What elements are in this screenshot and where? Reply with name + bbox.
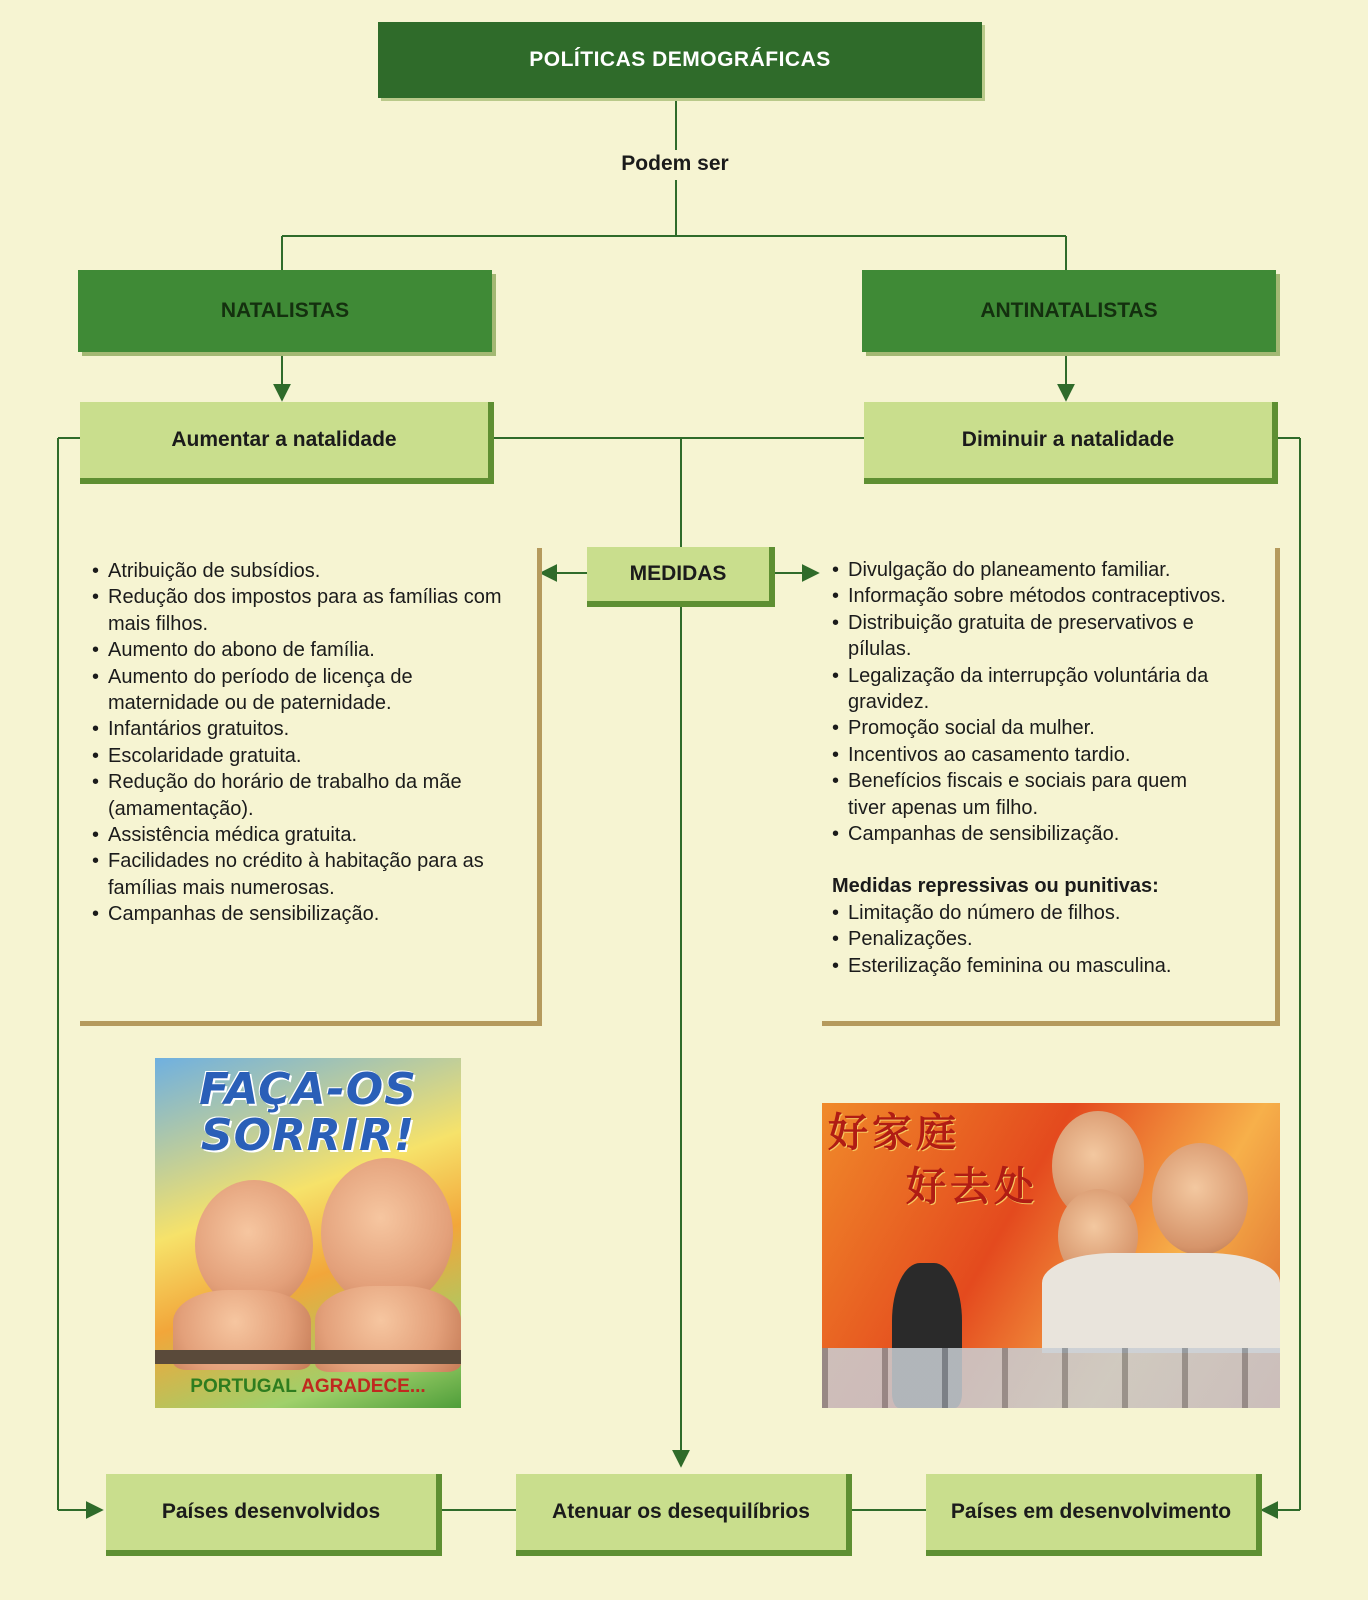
poster-chinese-line1: 好家庭 bbox=[828, 1109, 960, 1156]
antinatalistas-label: ANTINATALISTAS bbox=[980, 299, 1158, 322]
repressive-heading: Medidas repressivas ou punitivas: bbox=[832, 875, 1159, 898]
list-item: • Legalização da interrupção voluntária da gravidez. bbox=[832, 663, 1227, 716]
atenuar-desequilibrios-label: Atenuar os desequilíbrios bbox=[552, 1500, 810, 1523]
list-item: • Facilidades no crédito à habitação para as famílias mais numerosas. bbox=[92, 848, 515, 901]
list-item: • Redução dos impostos para as famílias com mais filhos. bbox=[92, 584, 515, 637]
natalist-poster bbox=[155, 1058, 461, 1408]
list-item: • Divulgação do planeamento familiar. bbox=[832, 557, 1227, 583]
list-item: • Atribuição de subsídios. bbox=[92, 558, 515, 584]
poster-footer-agradece: AGRADECE... bbox=[301, 1376, 426, 1397]
list-item: • Distribuição gratuita de preservativos e pílulas. bbox=[832, 610, 1227, 663]
poster-title-line1: FAÇA-OS bbox=[199, 1064, 417, 1115]
list-item: • Assistência médica gratuita. bbox=[92, 822, 515, 848]
poster-chinese-line2: 好去处 bbox=[906, 1163, 1038, 1210]
natalistas-box bbox=[78, 270, 492, 352]
mother-figure bbox=[1152, 1143, 1248, 1255]
aumentar-natalidade-box bbox=[80, 402, 494, 484]
repressive-measures-list bbox=[832, 900, 1227, 979]
list-item: • Aumento do abono de família. bbox=[92, 637, 515, 663]
paises-desenvolvidos-label: Países desenvolvidos bbox=[161, 1500, 381, 1523]
natalistas-label: NATALISTAS bbox=[220, 299, 350, 322]
list-item: • Promoção social da mulher. bbox=[832, 715, 1227, 741]
diminuir-natalidade-label: Diminuir a natalidade bbox=[961, 428, 1175, 451]
podem-ser-label: Podem ser bbox=[600, 152, 750, 176]
list-item: • Infantários gratuitos. bbox=[92, 716, 515, 742]
natalist-measures bbox=[92, 558, 515, 928]
poster-footer-portugal: PORTUGAL bbox=[190, 1376, 297, 1397]
antinatalistas-box bbox=[862, 270, 1276, 352]
diminuir-natalidade-box bbox=[864, 402, 1278, 484]
list-item: • Limitação do número de filhos. bbox=[832, 900, 1227, 926]
list-item: • Redução do horário de trabalho da mãe (amamentação). bbox=[92, 769, 515, 822]
list-item: • Incentivos ao casamento tardio. bbox=[832, 742, 1227, 768]
paises-desenvolvidos-box bbox=[106, 1474, 442, 1556]
medidas-box bbox=[587, 547, 775, 607]
list-item: • Benefícios fiscais e sociais para quem tiver apenas um filho. bbox=[832, 768, 1227, 821]
crib-rail bbox=[155, 1350, 461, 1364]
antinatalist-poster bbox=[822, 1103, 1280, 1408]
list-item: • Campanhas de sensibilização. bbox=[832, 821, 1227, 847]
page-title: POLÍTICAS DEMOGRÁFICAS bbox=[529, 48, 831, 71]
list-item: • Esterilização feminina ou masculina. bbox=[832, 953, 1227, 979]
aumentar-natalidade-label: Aumentar a natalidade bbox=[171, 428, 397, 451]
antinatalist-measures-list bbox=[832, 557, 1227, 847]
title-box bbox=[378, 22, 982, 98]
natalist-measures-list bbox=[92, 558, 515, 928]
fence-railing bbox=[822, 1348, 1280, 1408]
list-item: • Aumento do período de licença de maternidade ou de paternidade. bbox=[92, 664, 515, 717]
medidas-label: MEDIDAS bbox=[629, 562, 727, 585]
list-item: • Escolaridade gratuita. bbox=[92, 743, 515, 769]
family-clothing bbox=[1042, 1253, 1280, 1353]
poster-title-line2: SORRIR! bbox=[200, 1110, 416, 1161]
paises-em-desenvolvimento-label: Países em desenvolvimento bbox=[950, 1500, 1232, 1523]
list-item: • Penalizações. bbox=[832, 926, 1227, 952]
paises-em-desenvolvimento-box bbox=[926, 1474, 1262, 1556]
list-item: • Informação sobre métodos contraceptivos. bbox=[832, 583, 1227, 609]
list-item: • Campanhas de sensibilização. bbox=[92, 901, 515, 927]
poster-footer bbox=[155, 1376, 461, 1398]
antinatalist-measures bbox=[832, 557, 1227, 979]
atenuar-desequilibrios-box bbox=[516, 1474, 852, 1556]
